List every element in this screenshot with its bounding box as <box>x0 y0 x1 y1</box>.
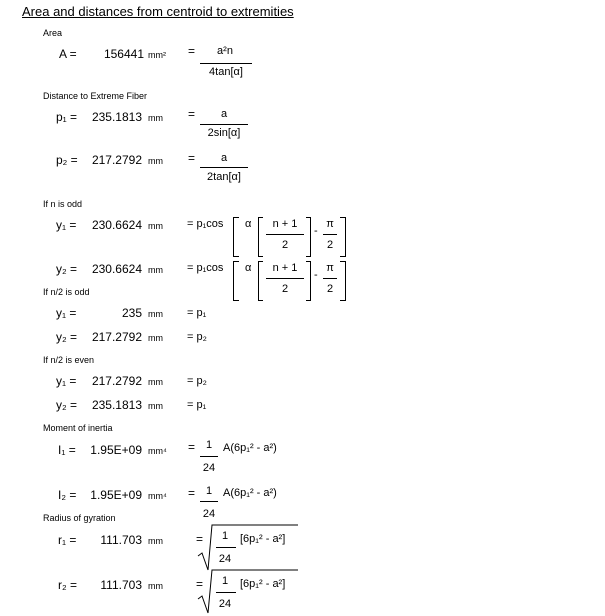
rog-body: [6p₁² - a²] <box>240 533 286 545</box>
denominator-2: 2 <box>281 283 289 295</box>
moi-numerator: 1 <box>205 439 213 451</box>
label-y1-n2odd: y₁ = <box>56 306 77 320</box>
denominator-2: 2 <box>326 239 334 251</box>
p1-numerator: a <box>220 108 228 120</box>
fraction-bar <box>323 234 337 235</box>
moi-body: A(6p₁² - a²) <box>223 487 277 499</box>
value-A: 156441 <box>103 47 144 61</box>
fraction-bar <box>200 456 218 457</box>
eq-p2: = <box>188 151 196 165</box>
minus-sign: - <box>314 269 318 281</box>
alpha-symbol: α <box>245 262 252 274</box>
bracket-close <box>340 217 346 257</box>
label-p2: p₂ = <box>56 153 78 167</box>
moi-denominator: 24 <box>202 462 216 474</box>
fraction-bar <box>323 278 337 279</box>
moi-body: A(6p₁² - a²) <box>223 442 277 454</box>
unit-y1-odd: mm <box>148 221 163 231</box>
eq-I1: = <box>188 440 196 454</box>
unit-A: mm² <box>148 50 166 60</box>
rog-numerator: 1 <box>221 575 229 587</box>
label-I1: I₁ = <box>58 443 76 457</box>
fraction-bar <box>200 124 248 125</box>
unit-I2: mm⁴ <box>148 491 167 501</box>
bracket-close <box>306 261 311 301</box>
y2-n2odd-formula: = p₂ <box>187 331 207 343</box>
unit-y2-odd: mm <box>148 265 163 275</box>
alpha-symbol: α <box>245 218 252 230</box>
label-I2: I₂ = <box>58 488 77 502</box>
section-distance: Distance to Extreme Fiber <box>43 91 148 101</box>
denominator-2: 2 <box>326 283 334 295</box>
unit-p2: mm <box>148 156 163 166</box>
value-y1-n2even: 217.2792 <box>91 374 142 388</box>
label-y2-odd: y₂ = <box>56 262 77 276</box>
n-plus-1: n + 1 <box>272 262 298 274</box>
eq-A: = <box>188 44 196 58</box>
p1-denominator: 2sin[α] <box>207 127 241 139</box>
y2-n2even-formula: = p₁ <box>187 399 207 411</box>
bracket-close <box>306 217 311 257</box>
pi-symbol: π <box>326 218 334 230</box>
area-numerator: a²n <box>217 45 233 57</box>
value-y2-n2odd: 217.2792 <box>91 330 142 344</box>
label-p1: p₁ = <box>56 110 78 124</box>
unit-r1: mm <box>148 536 163 546</box>
fraction-bar <box>266 278 304 279</box>
section-moi: Moment of inertia <box>43 423 113 433</box>
rog-denominator: 24 <box>218 553 232 565</box>
unit-y2-n2even: mm <box>148 401 163 411</box>
value-y2-odd: 230.6624 <box>91 262 142 276</box>
section-area: Area <box>43 28 63 38</box>
y1-n2even-formula: = p₂ <box>187 375 207 387</box>
section-n2-even: If n/2 is even <box>43 355 95 365</box>
label-A: A = <box>59 47 77 61</box>
denominator-2: 2 <box>281 239 289 251</box>
n-plus-1: n + 1 <box>272 218 298 230</box>
unit-I1: mm⁴ <box>148 446 167 456</box>
bracket-close <box>340 261 346 301</box>
bracket-open <box>258 261 263 301</box>
section-n2-odd: If n/2 is odd <box>43 287 90 297</box>
eq-p1: = <box>188 107 196 121</box>
rog-body: [6p₁² - a²] <box>240 578 286 590</box>
moi-denominator: 24 <box>202 508 216 520</box>
section-rog: Radius of gyration <box>43 513 116 523</box>
unit-y1-n2even: mm <box>148 377 163 387</box>
fraction-bar <box>266 234 304 235</box>
rog-denominator: 24 <box>218 598 232 610</box>
unit-y1-n2odd: mm <box>148 309 163 319</box>
value-p2: 217.2792 <box>91 153 142 167</box>
page-title: Area and distances from centroid to extremities <box>22 4 294 19</box>
minus-sign: - <box>314 225 318 237</box>
value-I1: 1.95E+09 <box>90 443 142 457</box>
fraction-bar <box>200 63 252 64</box>
bracket-open <box>258 217 263 257</box>
value-r2: 111.703 <box>100 578 142 592</box>
value-y2-n2even: 235.1813 <box>91 398 142 412</box>
section-n-odd: If n is odd <box>43 199 83 209</box>
y1-n2odd-formula: = p₁ <box>187 307 207 319</box>
value-I2: 1.95E+09 <box>90 488 142 502</box>
label-y1-odd: y₁ = <box>56 218 77 232</box>
eq-I2: = <box>188 486 196 500</box>
bracket-open <box>233 217 239 257</box>
fraction-bar <box>200 167 248 168</box>
fraction-bar <box>200 501 218 502</box>
unit-p1: mm <box>148 113 163 123</box>
value-y1-n2odd: 235 <box>121 306 142 320</box>
p2-denominator: 2tan[α] <box>207 171 241 183</box>
area-denominator: 4tan[α] <box>209 66 243 78</box>
unit-r2: mm <box>148 581 163 591</box>
eq-r1: = <box>196 532 204 546</box>
label-y2-n2odd: y₂ = <box>56 330 77 344</box>
y1-formula-prefix: = p₁cos <box>187 218 224 230</box>
value-p1: 235.1813 <box>91 110 142 124</box>
bracket-open <box>233 261 239 301</box>
p2-numerator: a <box>220 152 228 164</box>
moi-numerator: 1 <box>205 485 213 497</box>
eq-r2: = <box>196 577 204 591</box>
pi-symbol: π <box>326 262 334 274</box>
label-y2-n2even: y₂ = <box>56 398 77 412</box>
y2-formula-prefix: = p₁cos <box>187 262 224 274</box>
rog-numerator: 1 <box>221 530 229 542</box>
label-y1-n2even: y₁ = <box>56 374 77 388</box>
value-r1: 111.703 <box>100 533 142 547</box>
label-r2: r₂ = <box>58 578 77 592</box>
fraction-bar <box>216 592 236 593</box>
unit-y2-n2odd: mm <box>148 333 163 343</box>
value-y1-odd: 230.6624 <box>91 218 142 232</box>
label-r1: r₁ = <box>58 533 77 547</box>
fraction-bar <box>216 547 236 548</box>
